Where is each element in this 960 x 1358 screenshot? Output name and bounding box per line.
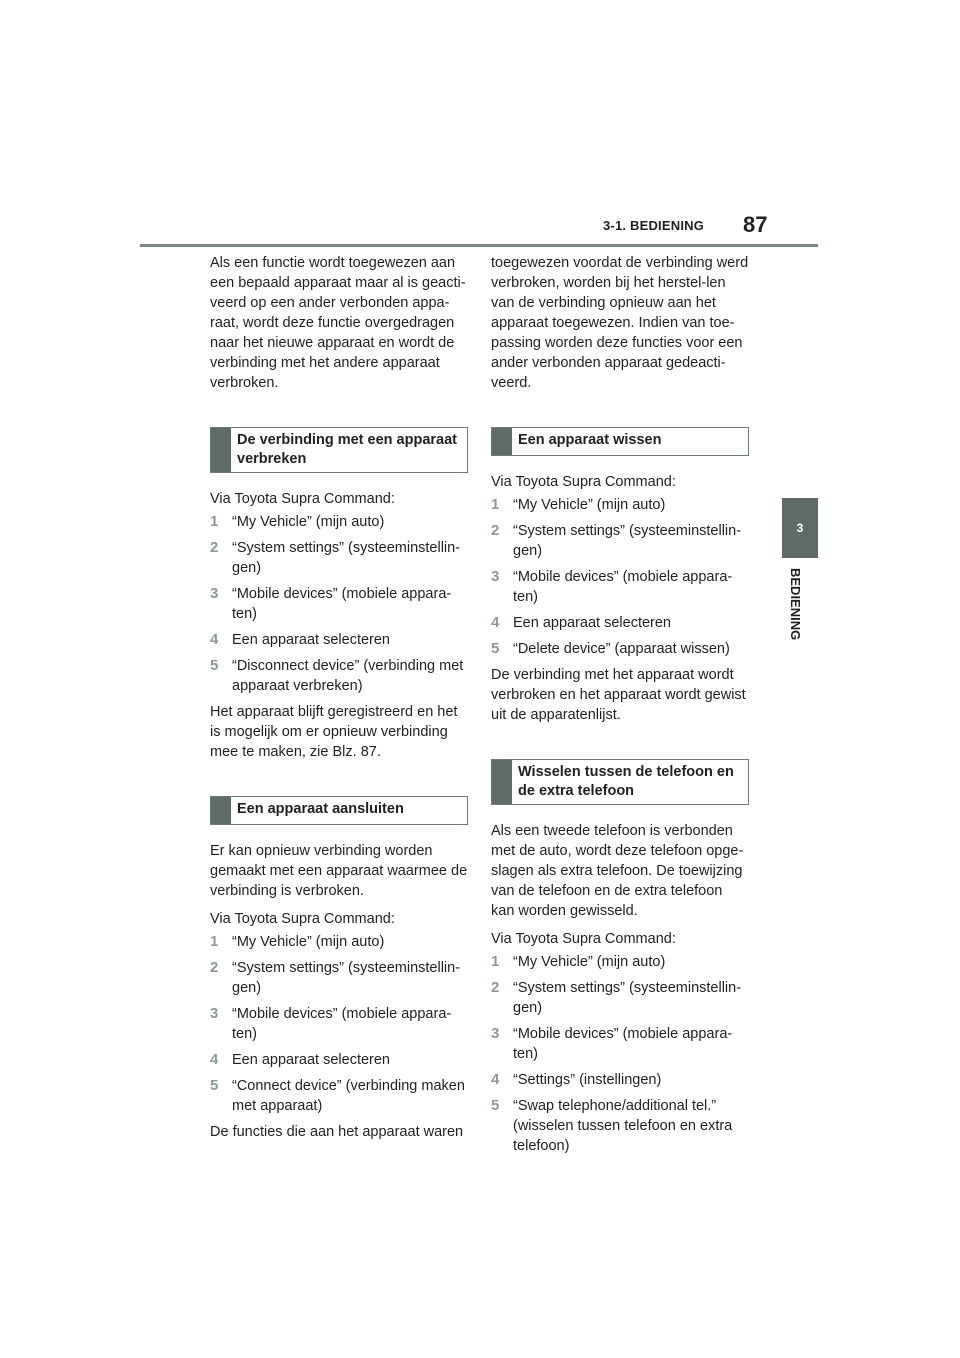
section-heading-text: Een apparaat aansluiten [237,801,404,817]
steps-connect [210,932,468,1116]
list-item: 3 “Mobile devices” (mobiele appara-ten) [491,1025,733,1062]
intro-paragraph: Als een functie wordt toegewezen aan een bepaald apparaat maar al is geacti-veerd op een ander verbonden appa-raat, wordt deze functie overgedragen naar het nieuwe apparaat en wordt de verbinding met het andere apparaat verbroken. [210,255,466,391]
left-column [210,253,468,1150]
list-item: 4 Een apparaat selecteren [210,631,390,648]
steps-disconnect [210,512,468,696]
connect-outro: De functies die aan het apparaat waren [210,1124,464,1140]
note-paragraph: De verbinding met het apparaat wordt verbroken en het apparaat wordt gewist uit de apparatenlijst. [491,667,746,723]
list-item: 2 “System settings” (systeeminstellin-gen) [491,979,742,1016]
list-item: 1 “My Vehicle” (mijn auto) [210,513,385,530]
section-heading-delete [491,427,749,456]
list-item: 4 Een apparaat selecteren [491,614,671,631]
continued-paragraph: toegewezen voordat de verbinding werd verbroken, worden bij het herstel-len van de verbinding opnieuw aan het apparaat toegewezen. Indien van toe-passing worden deze functies voor een ander verbonden apparaat gedeacti-veerd. [491,255,749,391]
section-heading-connect [210,796,468,825]
chapter-tab: 3 [782,498,818,558]
list-item: 4 Een apparaat selecteren [210,1051,390,1068]
section-heading-text: Een apparaat wissen [518,432,662,448]
section-heading-disconnect [210,427,468,473]
list-item: 1 “My Vehicle” (mijn auto) [491,953,666,970]
list-item: 3 “Mobile devices” (mobiele appara-ten) [491,568,733,605]
list-item: 3 “Mobile devices” (mobiele appara-ten) [210,585,452,622]
via-text: Via Toyota Supra Command: [491,474,676,490]
list-item: 2 “System settings” (systeeminstellin-gen) [491,522,742,559]
list-item: 5 “Disconnect device” (verbinding met apparaat verbreken) [210,657,464,694]
steps-swap [491,952,749,1156]
via-text: Via Toyota Supra Command: [210,911,395,927]
list-item: 5 “Connect device” (verbinding maken met apparaat) [210,1077,465,1114]
page-number: 87 [743,212,768,237]
heading-marker [492,760,512,804]
list-item: 4 “Settings” (instellingen) [491,1071,662,1088]
header-rule [140,244,818,247]
list-item: 1 “My Vehicle” (mijn auto) [491,496,666,513]
connect-intro: Er kan opnieuw verbinding worden gemaakt met een apparaat waarmee de verbinding is verbroken. [210,843,468,899]
section-heading-swap [491,759,749,805]
right-column [491,253,749,1162]
section-heading-text: Wisselen tussen de telefoon en de extra telefoon [518,764,734,799]
via-text: Via Toyota Supra Command: [491,931,676,947]
list-item: 5 “Swap telephone/additional tel.” (wisselen tussen telefoon en extra telefoon) [491,1097,733,1154]
section-heading-text: De verbinding met een apparaat verbreken [237,432,457,467]
heading-marker [211,797,231,824]
list-item: 2 “System settings” (systeeminstellin-gen) [210,539,461,576]
list-item: 5 “Delete device” (apparaat wissen) [491,640,730,657]
list-item: 2 “System settings” (systeeminstellin-gen) [210,959,461,996]
list-item: 3 “Mobile devices” (mobiele appara-ten) [210,1005,452,1042]
steps-delete [491,495,749,659]
chapter-tab-label: BEDIENING [788,568,803,641]
note-paragraph: Het apparaat blijft geregistreerd en het is mogelijk om er opnieuw verbinding mee te maken, zie Blz. 87. [210,704,458,760]
swap-intro: Als een tweede telefoon is verbonden met de auto, wordt deze telefoon opge-slagen als extra telefoon. De toewijzing van de telefoon en de extra telefoon kan worden gewisseld. [491,823,744,919]
list-item: 1 “My Vehicle” (mijn auto) [210,933,385,950]
running-header-section: 3-1. BEDIENING [603,218,705,233]
via-text: Via Toyota Supra Command: [210,491,395,507]
heading-marker [211,428,231,472]
heading-marker [492,428,512,455]
